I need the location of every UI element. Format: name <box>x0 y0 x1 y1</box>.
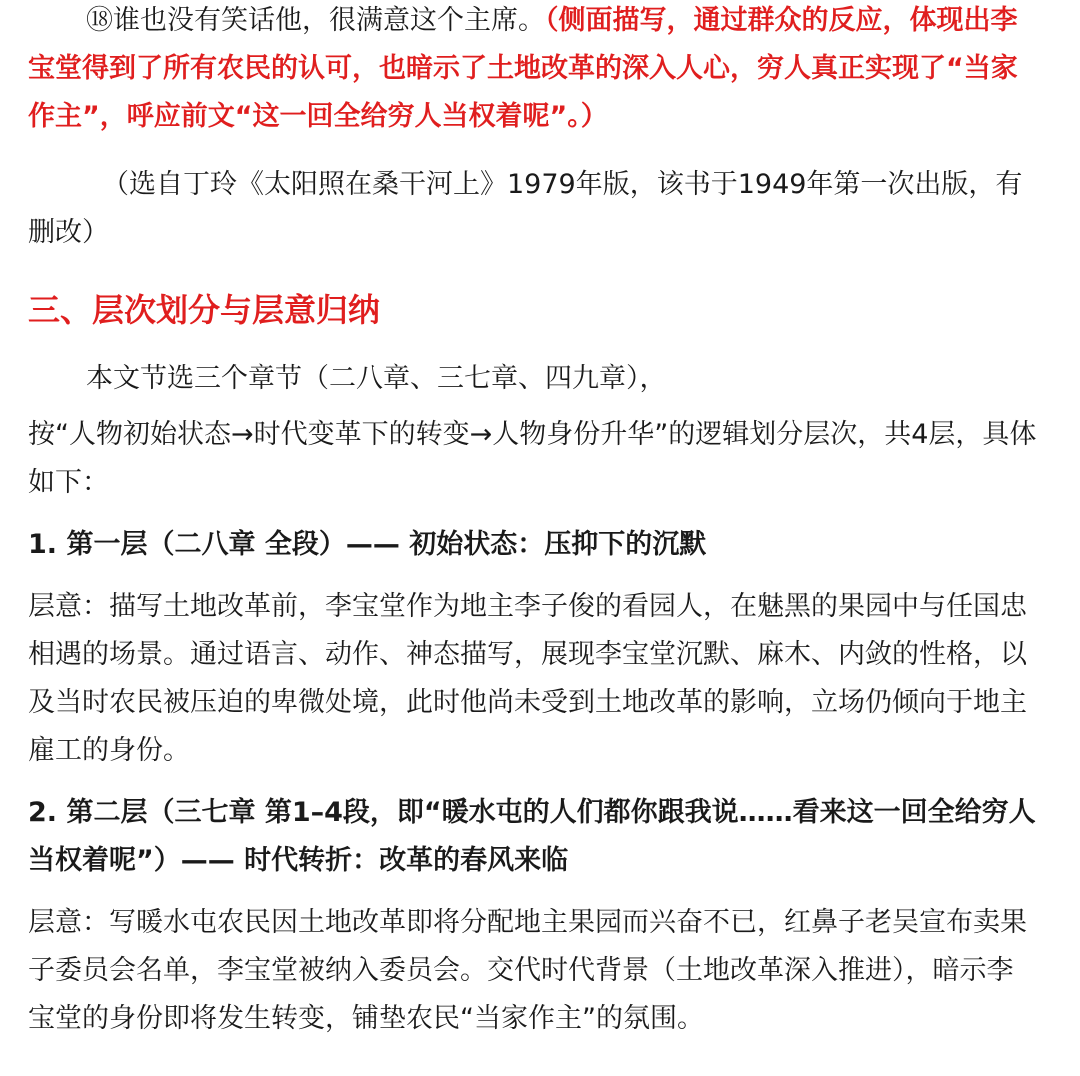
section-title: 三、层次划分与层意归纳 <box>28 291 381 329</box>
layer-2-heading: 2. 第二层（三七章 第1–4段，即“暖水屯的人们都你跟我说……看来这一回全给穷人当权着呢”）—— 时代转折：改革的春风来临 <box>28 797 1036 876</box>
paragraph-18-text: ⑱谁也没有笑话他，很满意这个主席。 <box>86 5 545 36</box>
layer-1-heading: 1. 第一层（二八章 全段）—— 初始状态：压抑下的沉默 <box>28 529 707 560</box>
layer-2-body: 层意：写暖水屯农民因土地改革即将分配地主果园而兴奋不已，红鼻子老吴宣布卖果子委员会名单，李宝堂被纳入委员会。交代时代背景（土地改革深入推进），暗示李宝堂的身份即将发生转变，铺垫农民“当家作主”的氛围。 <box>28 907 1027 1034</box>
paragraph-18 <box>28 0 1040 141</box>
layer-1-body: 层意：描写土地改革前，李宝堂作为地主李子俊的看园人，在魅黑的果园中与任国忠相遇的场景。通过语言、动作、神态描写，展现李宝堂沉默、麻木、内敛的性格，以及当时农民被压迫的卑微处境，此时他尚未受到土地改革的影响，立场仍倾向于地主雇工的身份。 <box>28 591 1027 766</box>
paragraph-18-annotation: （侧面描写，通过群众的反应，体现出李宝堂得到了所有农民的认可，也暗示了土地改革的深入人心，穷人真正实现了“当家作主”，呼应前文“这一回全给穷人当权着呢”。） <box>28 5 1018 132</box>
intro-paragraph-2: 按“人物初始状态→时代变革下的转变→人物身份升华”的逻辑划分层次，共4层，具体如下： <box>28 419 1037 498</box>
intro-paragraph-1: 本文节选三个章节（二八章、三七章、四九章）， <box>86 363 667 394</box>
source-citation: （选自丁玲《太阳照在桑干河上》1979年版，该书于1949年第一次出版，有删改） <box>28 169 1023 248</box>
